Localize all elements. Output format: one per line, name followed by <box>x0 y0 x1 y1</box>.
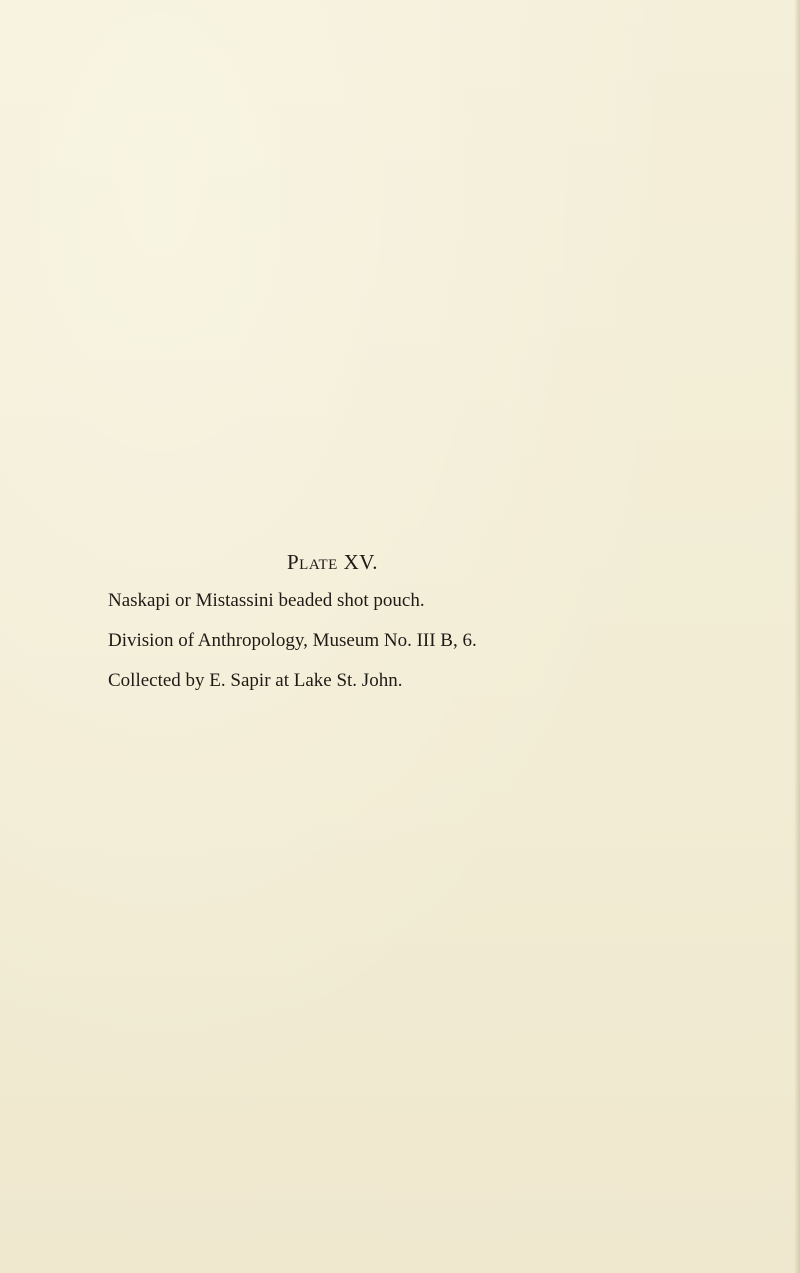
caption-museum-number: Division of Anthropology, Museum No. III B, 6. <box>108 630 477 651</box>
caption-description: Naskapi or Mistassini beaded shot pouch. <box>108 590 425 611</box>
caption-collector: Collected by E. Sapir at Lake St. John. <box>108 670 403 691</box>
plate-title: Plate XV. <box>287 550 378 574</box>
